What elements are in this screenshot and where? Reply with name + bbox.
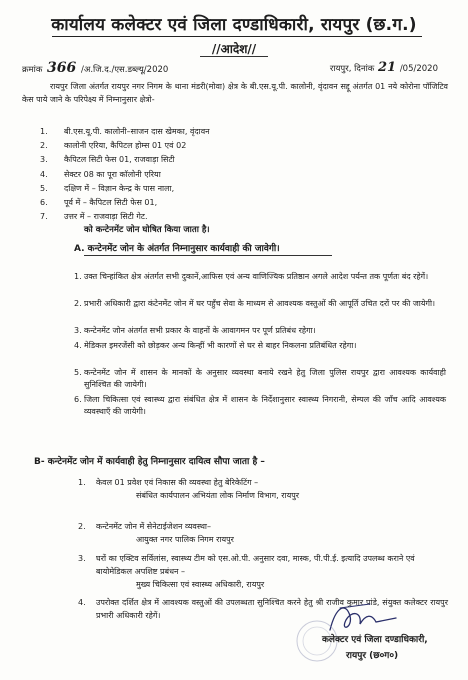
list-item: 1. उक्त चिन्हांकित क्षेत्र अंतर्गत सभी दुकानें,आफिस एवं अन्य वाणिज्यिक प्रतिष्ठान अगले आदेश पर्यन्त तक पूर्णतः बंद रहेगें। [74, 272, 429, 281]
list-item: 4. सेक्टर 08 का पूरा कॉलोनी एरिया [40, 169, 161, 179]
list-item: 6. जिला चिकित्सा एवं स्वास्थ्य द्वारा संबंधित क्षेत्र में शासन के निर्देशानुसार स्वास्थ्य निगरानी, सेम्पल की जाँच आदि आवश्यक व्यवस्थाएँ की जायेगी। [74, 395, 446, 416]
list-item: 4. उपरोक्त दर्शित क्षेत्र में आवश्यक वस्तुओं की उपलब्धता सुनिश्चित करने हेतु श्री राजीव कुमार पांडे, संयुक्त कलेक्टर रायपुर प्रभारी अधिकारी रहेगें। [78, 598, 448, 620]
office-title: कार्यालय कलेक्टर एवं जिला दण्डाधिकारी, रायपुर (छ.ग.) [51, 15, 417, 35]
intro-paragraph: रायपुर जिला अंतर्गत रायपुर नगर निगम के थाना मंडरी(मोवा) क्षेत्र के बी.एस.यू.पी. कालोनी, वृंदावन सद्दू अंतर्गत 01 नये कोरोना पॉजिटिव केस पाये जाने के परिपेक्ष्य में निम्नानुसार क्षेत्रो- [22, 82, 448, 104]
order-underline [200, 56, 268, 57]
section-a-heading: A. कन्टेनमेंट जोन के अंतर्गत निम्नानुसार कार्यवाही की जावेगी। [74, 244, 280, 254]
order-date [330, 60, 438, 75]
list-item: 6. पूर्व में – कैपिटल सिटी फेस 01, [40, 197, 158, 207]
title-underline [52, 36, 422, 37]
ref-prefix: क्रमांक [22, 65, 43, 75]
containment-declaration: को कन्टेनमेंट जोन घोषित किया जाता है। [84, 225, 210, 235]
signatory-place: रायपुर (छ०ग०) [346, 651, 399, 661]
ref-suffix: /अ.जि.द./एस.डब्ल्यू/2020 [80, 65, 169, 75]
list-item: 1. बी.एस.यू.पी. कालोनी–साजन दास खेमका, वृंदावन [40, 127, 210, 136]
list-item: 2. कन्टेनमेंट जोन में सेनेटाईजेशन व्यवस्था– आयुक्त नगर पालिक निगम रायपुर [78, 522, 234, 544]
section-b-heading: B- कन्टेनमेंट जोन में कार्यवाही हेतु निम्नानुसार दायित्व सौपा जाता है – [34, 457, 265, 467]
order-label: //आदेश// [211, 42, 257, 56]
section-a-underline [84, 255, 332, 256]
date-day: 21 [378, 60, 397, 75]
list-item: 3. कैपिटल सिटी फेस 01, राजवाड़ा सिटी [40, 155, 175, 165]
reference-number [22, 60, 168, 76]
list-item: 5. कन्टेनमेंट जोन में शासन के मानकों के अनुसार व्यवस्था बनाये रखने हेतु जिला पुलिस रायपुर द्वारा आवश्यक कार्यवाही सुनिश्चित की जायेगी। [74, 368, 446, 389]
date-prefix: रायपुर, दिनांक [329, 64, 375, 74]
list-item: 7. उत्तर में – राजवाड़ा सिटी गेट. [40, 212, 148, 222]
signatory-title: कलेक्टर एवं जिला दण्डाधिकारी, [322, 635, 428, 645]
list-item: 2. प्रभारी अधिकारी द्वारा कंटेनमेंट जोन में घर पहुँच सेवा के माध्यम से आवश्यक वस्तुओं की आपूर्ति उचित दरों पर की जायेगी। [74, 299, 436, 308]
list-item: 2. कालोनी एरिया, कैपिटल होम्स 01 एवं 02 [40, 141, 187, 151]
list-item: 3. कन्टेनमेंट जोन अंतर्गत सभी प्रकार के वाहनों के आवागमन पर पूर्ण प्रतिबंध रहेगा। [74, 326, 316, 335]
date-suffix: /05/2020 [399, 64, 438, 74]
list-item: 5. दक्षिण में – विज्ञान केन्द्र के पास नाला, [40, 183, 175, 193]
location-list [40, 125, 210, 224]
list-item: 1. केवल 01 प्रवेश एवं निकास की व्यवस्था हेतु बेरिकेटिंग – संबंधित कार्यपालन अभियंता लोक निर्माण विभाग, रायपुर [78, 478, 300, 500]
ref-number: 366 [47, 60, 77, 76]
list-item: 3. घरों का एक्टिव सर्विलांस, स्वास्थ्य टीम को एस.ओ.पी. अनुसार दवा, मास्क, पी.पी.ई. इत्यादि उपलब्ध कराने एवं बायोमेडिकल अपशिष्ट प्रबंधन – मुख्य चिकित्सा एवं स्वास्थ्य अधिकारी, रायपुर [78, 554, 415, 589]
list-item: 4. मेडिकल इमरजेंसी को छोड़कर अन्य किन्हीं भी कारणों से घर से बाहर निकलना प्रतिबंधित रहेगा। [74, 341, 357, 350]
